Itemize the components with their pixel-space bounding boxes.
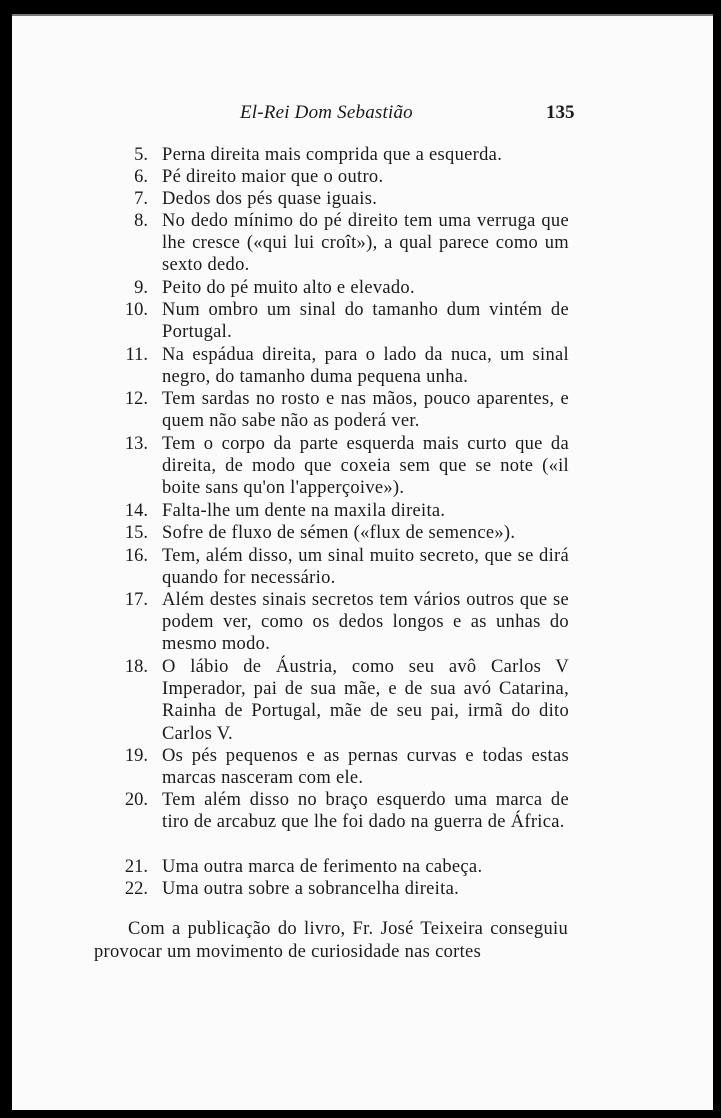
item-text: Os pés pequenos e as pernas curvas e todas estas marcas nasceram com ele.: [162, 746, 569, 789]
scan-border-bottom: [0, 1110, 721, 1118]
item-number: 13.: [124, 434, 148, 454]
item-text: Sofre de fluxo de sémen («flux de semence»).: [162, 523, 516, 543]
item-number: 19.: [124, 746, 148, 766]
body-paragraph: Com a publicação do livro, Fr. José Teixeira conseguiu provocar um movimento de curiosidade nas cortes: [94, 919, 568, 962]
book-page: [12, 16, 713, 1110]
item-number: 5.: [134, 145, 148, 165]
item-number: 15.: [124, 523, 148, 543]
page-number: 135: [546, 102, 575, 123]
item-text: No dedo mínimo do pé direito tem uma verruga que lhe cresce («qui lui croît»), a qual parece como um sexto dedo.: [162, 211, 569, 276]
item-text: O lábio de Áustria, como seu avô Carlos V Imperador, pai de sua mãe, e de sua avó Catarina, Rainha de Portugal, mãe de seu pai, irmã do dito Carlos V.: [162, 657, 569, 744]
item-number: 16.: [124, 546, 148, 566]
item-text: Peito do pé muito alto e elevado.: [162, 278, 415, 298]
item-text: Dedos dos pés quase iguais.: [162, 189, 378, 209]
scan-border-right: [713, 0, 721, 1118]
item-number: 18.: [124, 657, 148, 677]
item-number: 21.: [124, 857, 148, 877]
item-text: Na espádua direita, para o lado da nuca, um sinal negro, do tamanho duma pequena unha.: [162, 345, 569, 388]
item-number: 11.: [125, 345, 148, 365]
item-text: Tem sardas no rosto e nas mãos, pouco aparentes, e quem não sabe não as poderá ver.: [162, 389, 569, 432]
item-text: Pé direito maior que o outro.: [162, 167, 384, 187]
item-number: 20.: [124, 790, 148, 810]
item-text: Num ombro um sinal do tamanho dum vintém de Portugal.: [162, 300, 569, 343]
item-text: Tem, além disso, um sinal muito secreto, que se dirá quando for necessário.: [162, 546, 569, 589]
item-text: Além destes sinais secretos tem vários outros que se podem ver, como os dedos longos e as unhas do mesmo modo.: [162, 590, 569, 655]
item-number: 10.: [124, 300, 148, 320]
item-text: Tem o corpo da parte esquerda mais curto que da direita, de modo que coxeia sem que se note («il boite sans qu'on l'apperçoive»).: [162, 434, 569, 499]
item-number: 17.: [124, 590, 148, 610]
item-text: Perna direita mais comprida que a esquerda.: [162, 145, 503, 165]
item-number: 12.: [124, 389, 148, 409]
scan-border-top: [0, 0, 721, 14]
item-number: 14.: [124, 501, 148, 521]
item-number: 8.: [134, 211, 148, 231]
item-text: Uma outra sobre a sobrancelha direita.: [162, 879, 460, 899]
item-text: Falta-lhe um dente na maxila direita.: [162, 501, 446, 521]
item-number: 22.: [124, 879, 148, 899]
item-number: 9.: [134, 278, 148, 298]
item-number: 6.: [134, 167, 148, 187]
item-number: 7.: [134, 189, 148, 209]
item-text: Uma outra marca de ferimento na cabeça.: [162, 857, 483, 877]
item-text: Tem além disso no braço esquerdo uma marca de tiro de arcabuz que lhe foi dado na guerra de África.: [162, 790, 569, 833]
scan-border-left: [0, 0, 12, 1118]
running-title: El-Rei Dom Sebastião: [240, 102, 413, 123]
